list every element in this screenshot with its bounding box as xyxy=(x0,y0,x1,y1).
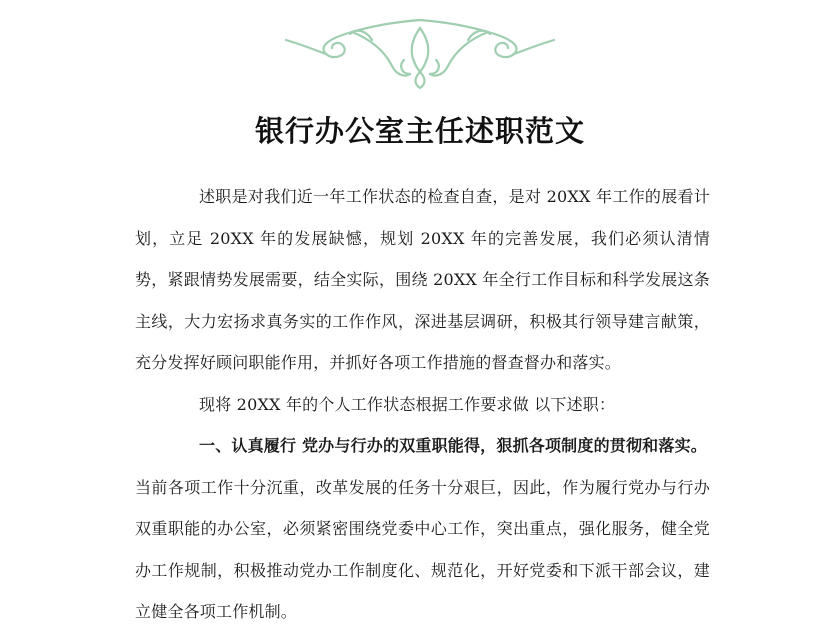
document-body xyxy=(135,176,710,633)
paragraph-report-lead: 现将 20XX 年的个人工作状态根据工作要求做 以下述职： xyxy=(199,394,616,414)
document-title: 银行办公室主任述职范文 xyxy=(254,114,585,148)
paragraph-intro: 述职是对我们近一年工作状态的检查自查，是对 20XX 年工作的展看计划，立足 20XX 年的发展缺憾，规划 20XX 年的完善发展，我们必须认清情势，紧跟情势发展需要，结全实际，围绕 20XX 年全行工作目标和科学发展这条主线，大力宏扬求真务实的工作作风，深进基层调研，积极其行领导建言献策，充分发挥好顾问职能作用，并抓好各项工作措施的督查督办和落实。 xyxy=(135,187,710,372)
decorative-ornament-header xyxy=(0,0,840,95)
section-heading-1: 一、认真履行 党办与行办的双重职能得，狠抓各项制度的贯彻和落实。 xyxy=(199,436,707,455)
paragraph-section-1: 当前各项工作十分沉重，改革发展的任务十分艰巨，因此，作为履行党办与行办双重职能的办公室，必须紧密围绕党委中心工作，突出重点，强化服务，健全党办工作规制，积极推动党办工作制度化、规范化，开好党委和下派干部会议，建立健全各项工作机制。 xyxy=(135,477,710,621)
